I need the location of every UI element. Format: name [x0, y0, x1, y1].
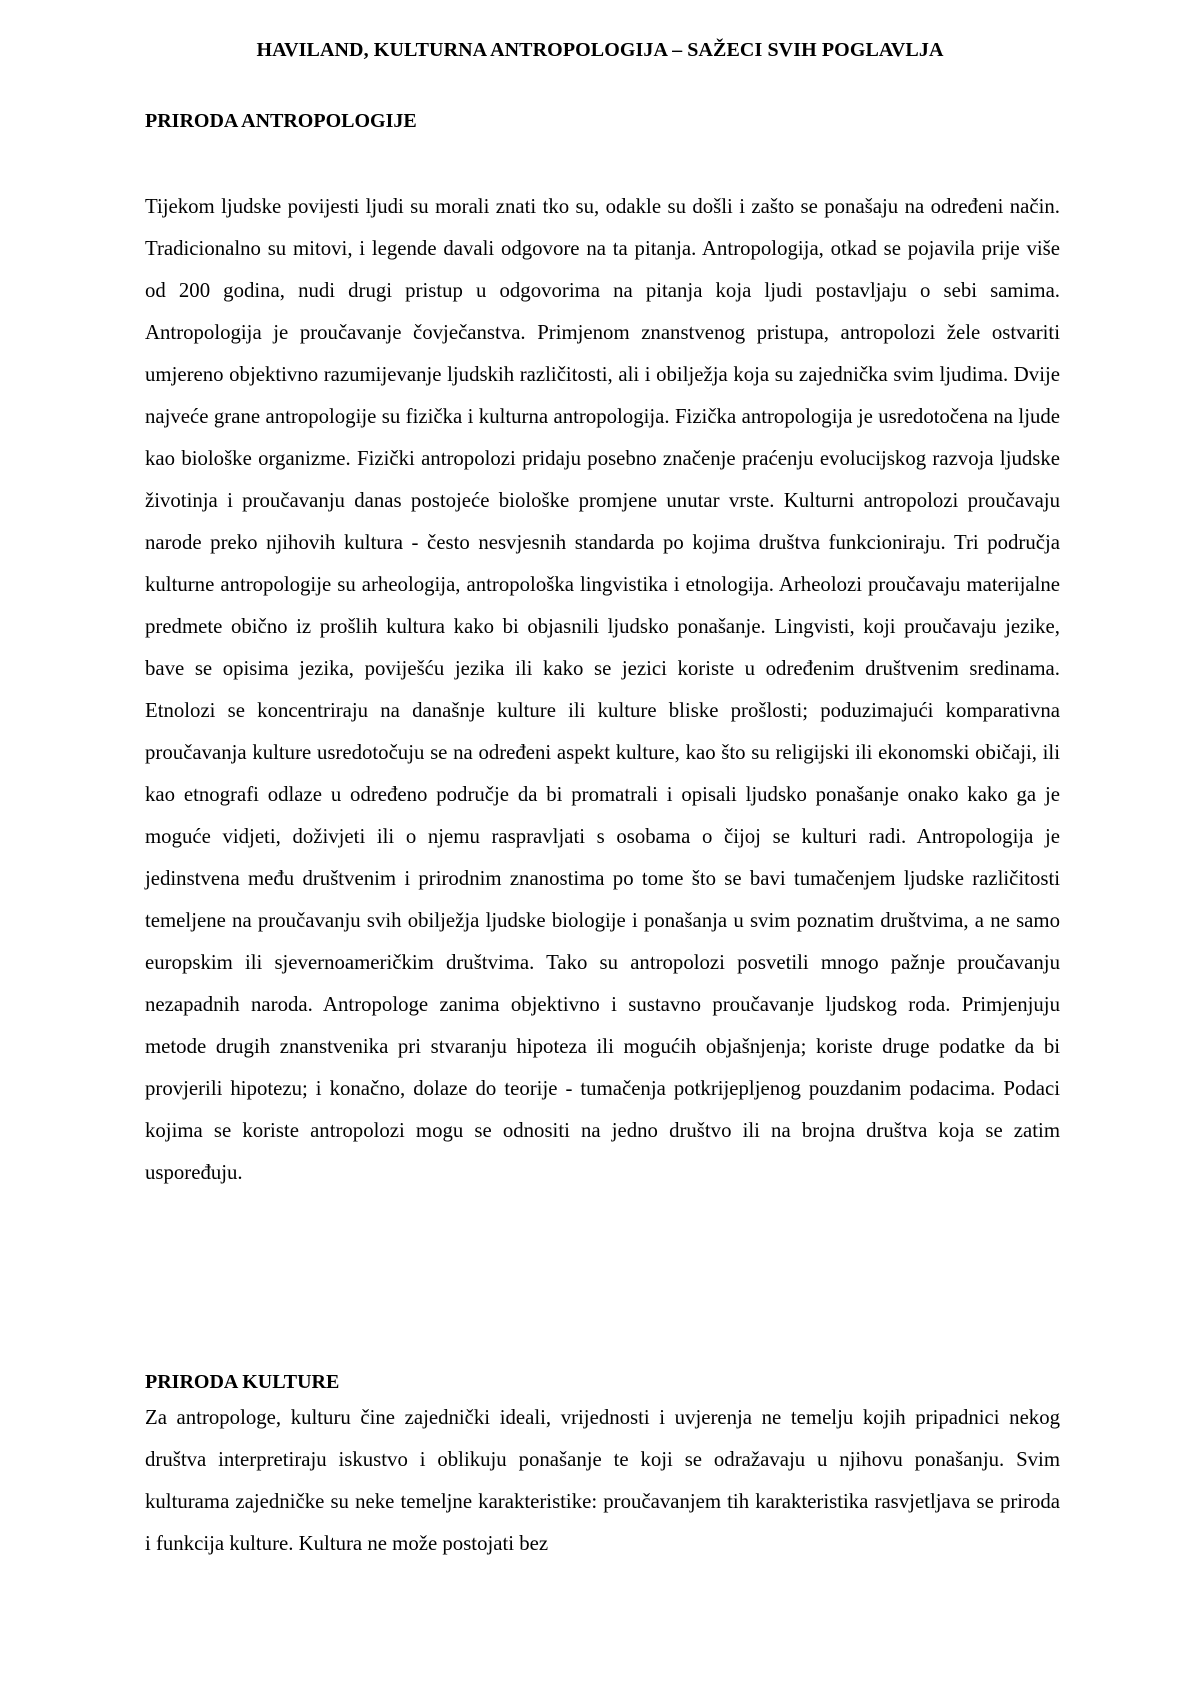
section-heading-priroda-antropologije: PRIRODA ANTROPOLOGIJE: [145, 110, 417, 132]
section-paragraph-priroda-antropologije: Tijekom ljudske povijesti ljudi su morali znati tko su, odakle su došli i zašto se ponašaju na određeni način. Tradicionalno su mitovi, i legende davali odgovore na ta pitanja. Antropologija, otkad se pojavila prije više od 200 godina, nudi drugi pristup u odgovorima na pitanja koja ljudi postavljaju o sebi samima. Antropologija je proučavanje čovječanstva. Primjenom znanstvenog pristupa, antropolozi žele ostvariti umjereno objektivno razumijevanje ljudskih različitosti, ali i obilježja koja su zajednička svim ljudima. Dvije najveće grane antropologije su fizička i kulturna antropologija. Fizička antropologija je usredotočena na ljude kao biološke organizme. Fizički antropolozi pridaju posebno značenje praćenju evolucijskog razvoja ljudske životinja i proučavanju danas postojeće biološke promjene unutar vrste. Kulturni antropolozi proučavaju narode preko njihovih kultura - često nesvjesnih standarda po kojima društva funkcioniraju. Tri područja kulturne antropologije su arheologija, antropološka lingvistika i etnologija. Arheolozi proučavaju materijalne predmete obično iz prošlih kultura kako bi objasnili ljudsko ponašanje. Lingvisti, koji proučavaju jezike, bave se opisima jezika, poviješću jezika ili kako se jezici koriste u određenim društvenim sredinama. Etnolozi se koncentriraju na današnje kulture ili kulture bliske prošlosti; poduzimajući komparativna proučavanja kulture usredotočuju se na određeni aspekt kulture, kao što su religijski ili ekonomski običaji, ili kao etnografi odlaze u određeno područje da bi promatrali i opisali ljudsko ponašanje onako kako ga je moguće vidjeti, doživjeti ili o njemu raspravljati s osobama o čijoj se kulturi radi. Antropologija je jedinstvena među društvenim i prirodnim znanostima po tome što se bavi tumačenjem ljudske različitosti temeljene na proučavanju svih obilježja ljudske biologije i ponašanja u svim poznatim društvima, a ne samo europskim ili sjevernoameričkim društvima. Tako su antropolozi posvetili mnogo pažnje proučavanju nezapadnih naroda. Antropologe zanima objektivno i sustavno proučavanje ljudskog roda. Primjenjuju metode drugih znanstvenika pri stvaranju hipoteza ili mogućih objašnjenja; koriste druge podatke da bi provjerili hipotezu; i konačno, dolaze do teorije - tumačenja potkrijepljenog pouzdanim podacima. Podaci kojima se koriste antropolozi mogu se odnositi na jedno društvo ili na brojna društva koja se zatim uspoređuju.: [145, 195, 1060, 1184]
section-paragraph-priroda-kulture: Za antropologe, kulturu čine zajednički ideali, vrijednosti i uvjerenja ne temelju kojih pripadnici nekog društva interpretiraju iskustvo i oblikuju ponašanje te koji se odražavaju u njihovu ponašanju. Svim kulturama zajedničke su neke temeljne karakteristike: proučavanjem tih karakteristika rasvjetljava se priroda i funkcija kulture. Kultura ne može postojati bez: [145, 1406, 1060, 1555]
section-heading-priroda-kulture: PRIRODA KULTURE: [145, 1371, 340, 1393]
document-title: HAVILAND, KULTURNA ANTROPOLOGIJA – SAŽECI SVIH POGLAVLJA: [256, 39, 944, 61]
